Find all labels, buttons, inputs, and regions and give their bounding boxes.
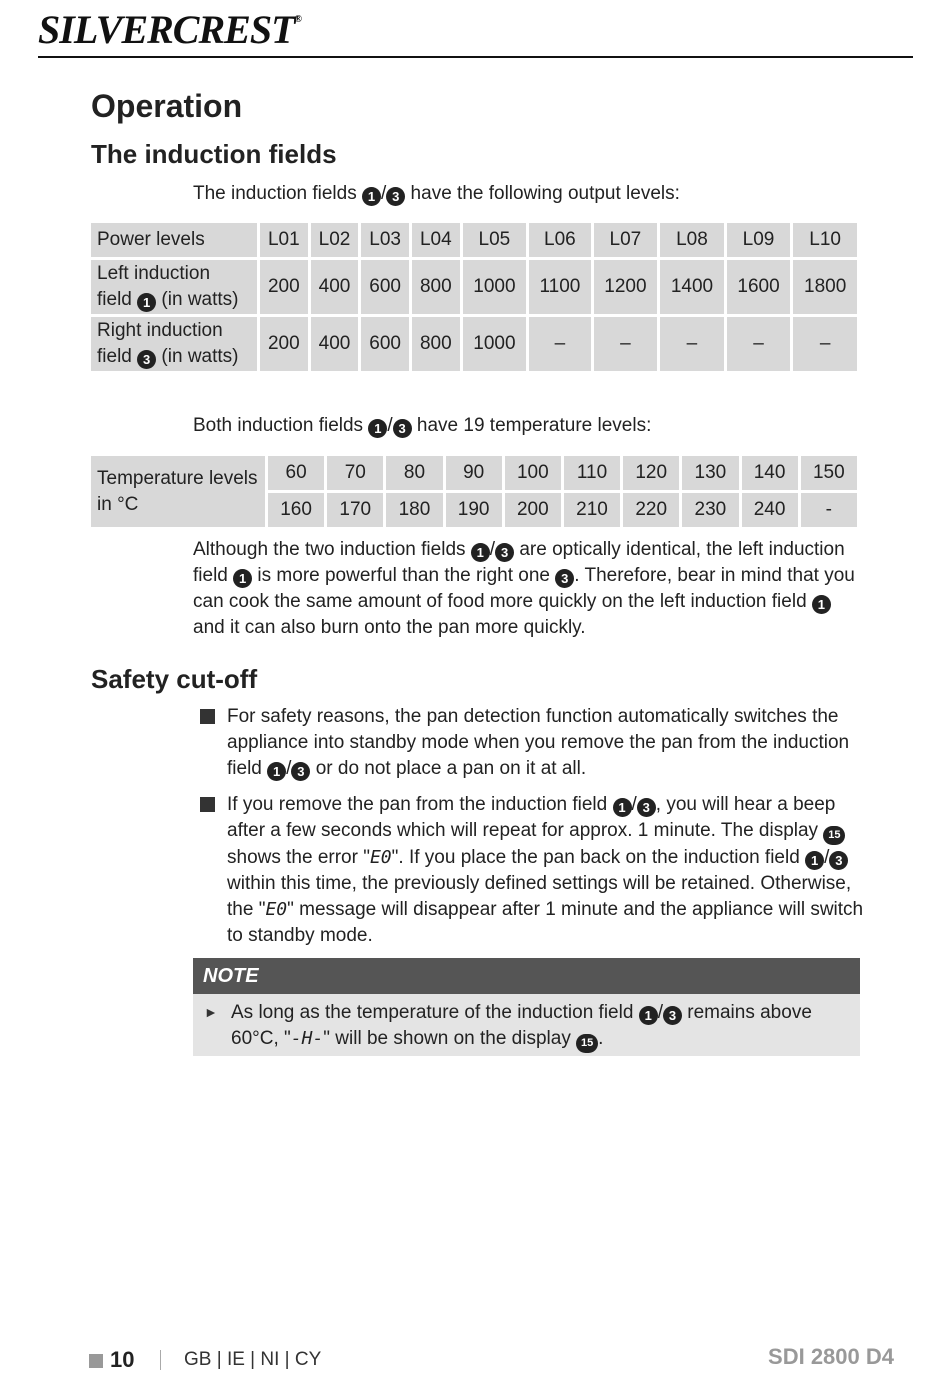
watt-cell: 800 (412, 260, 460, 314)
model-number: SDI 2800 D4 (768, 1344, 894, 1369)
temp-cell: 70 (327, 456, 383, 490)
watt-cell: – (793, 317, 857, 371)
watt-cell: 800 (412, 317, 460, 371)
watt-cell: 200 (260, 260, 308, 314)
temp-cell: 100 (505, 456, 561, 490)
temp-cell: 60 (268, 456, 324, 490)
temp-cell: 110 (564, 456, 620, 490)
level-cell: L04 (412, 223, 460, 257)
power-levels-table (88, 220, 860, 374)
power-levels-header: Power levels (91, 223, 257, 257)
footer-marker (89, 1354, 103, 1368)
watt-cell: – (727, 317, 791, 371)
level-cell: L02 (311, 223, 359, 257)
heading-operation: Operation (91, 88, 243, 124)
level-cell: L01 (260, 223, 308, 257)
temperature-label: Temperature levels in °C (91, 456, 265, 527)
temp-cell: - (801, 493, 857, 527)
brand-logo: SILVERCREST® (38, 7, 302, 52)
left-field-label: Left induction field 1 (in watts) (91, 260, 257, 314)
heading-safety-cutoff: Safety cut-off (91, 664, 258, 694)
temp-cell: 120 (623, 456, 679, 490)
temp-cell: 180 (386, 493, 442, 527)
watt-cell: 1400 (660, 260, 724, 314)
watt-cell: 600 (361, 317, 409, 371)
temp-cell: 160 (268, 493, 324, 527)
display-code-h: -H- (290, 1028, 324, 1049)
watt-cell: 600 (361, 260, 409, 314)
footer-languages: GB | IE | NI | CY (184, 1349, 322, 1370)
watt-cell: 1100 (529, 260, 590, 314)
bullet-marker (200, 709, 215, 724)
right-field-label: Right induction field 3 (in watts) (91, 317, 257, 371)
level-cell: L03 (361, 223, 409, 257)
safety-bullet-2: If you remove the pan from the induction field 1 / 3 , you will hear a beep after a few seconds which will repeat for approx. 1 minute. The display 15 shows the error "E0". If you place the pan back on the induction field 1 / 3 within this time, the previously defined settings will be retained. Otherwise, the "E0" message will disappear after 1 minute and the appliance will switch to standby mode. (227, 794, 864, 946)
watt-cell: 1200 (594, 260, 658, 314)
temp-cell: 210 (564, 493, 620, 527)
level-cell: L05 (463, 223, 527, 257)
temp-cell: 240 (742, 493, 798, 527)
watt-cell: 1000 (463, 260, 527, 314)
heading-induction-fields: The induction fields (91, 139, 337, 169)
note-header: NOTE (193, 958, 860, 994)
bullet-marker (200, 797, 215, 812)
temperature-levels-intro: Both induction fields 1 / 3 have 19 temperature levels: (193, 415, 652, 436)
temp-cell: 80 (386, 456, 442, 490)
temp-cell: 150 (801, 456, 857, 490)
watt-cell: 1000 (463, 317, 527, 371)
watt-cell: – (594, 317, 658, 371)
output-levels-intro: The induction fields 1 / 3 have the following output levels: (193, 183, 680, 204)
error-code-e0: E0 (265, 899, 288, 920)
watt-cell: 1600 (727, 260, 791, 314)
watt-cell: 400 (311, 317, 359, 371)
level-cell: L07 (594, 223, 658, 257)
level-cell: L09 (727, 223, 791, 257)
temp-cell: 200 (505, 493, 561, 527)
safety-bullet-1: For safety reasons, the pan detection function automatically switches the appliance into standby mode when you remove the pan from the induction field 1 / 3 or do not place a pan on it at all. (227, 706, 850, 779)
note-text: As long as the temperature of the induction field 1 / 3 remains above 60°C, "-H-" will be shown on the display 15 . (231, 1000, 841, 1053)
temp-cell: 130 (682, 456, 738, 490)
level-cell: L10 (793, 223, 857, 257)
watt-cell: 200 (260, 317, 308, 371)
watt-cell: 1800 (793, 260, 857, 314)
temperature-levels-table (88, 453, 860, 530)
power-difference-paragraph: Although the two induction fields 1 / 3 are optically identical, the left induction field 1 is more powerful than the right one 3 . Therefore, bear in mind that you can cook the same amount of food more quickly on the left induction field 1 and it can also burn onto the pan more quickly. (193, 539, 855, 638)
note-arrow-icon: ► (204, 1004, 218, 1020)
temp-cell: 190 (446, 493, 502, 527)
temp-cell: 220 (623, 493, 679, 527)
footer-separator (160, 1350, 161, 1370)
watt-cell: – (529, 317, 590, 371)
level-cell: L08 (660, 223, 724, 257)
temp-cell: 140 (742, 456, 798, 490)
page-number: 10 (110, 1347, 135, 1372)
error-code-e0: E0 (369, 847, 392, 868)
watt-cell: 400 (311, 260, 359, 314)
temp-cell: 170 (327, 493, 383, 527)
temp-cell: 230 (682, 493, 738, 527)
watt-cell: – (660, 317, 724, 371)
header-rule (38, 56, 913, 58)
temp-cell: 90 (446, 456, 502, 490)
level-cell: L06 (529, 223, 590, 257)
